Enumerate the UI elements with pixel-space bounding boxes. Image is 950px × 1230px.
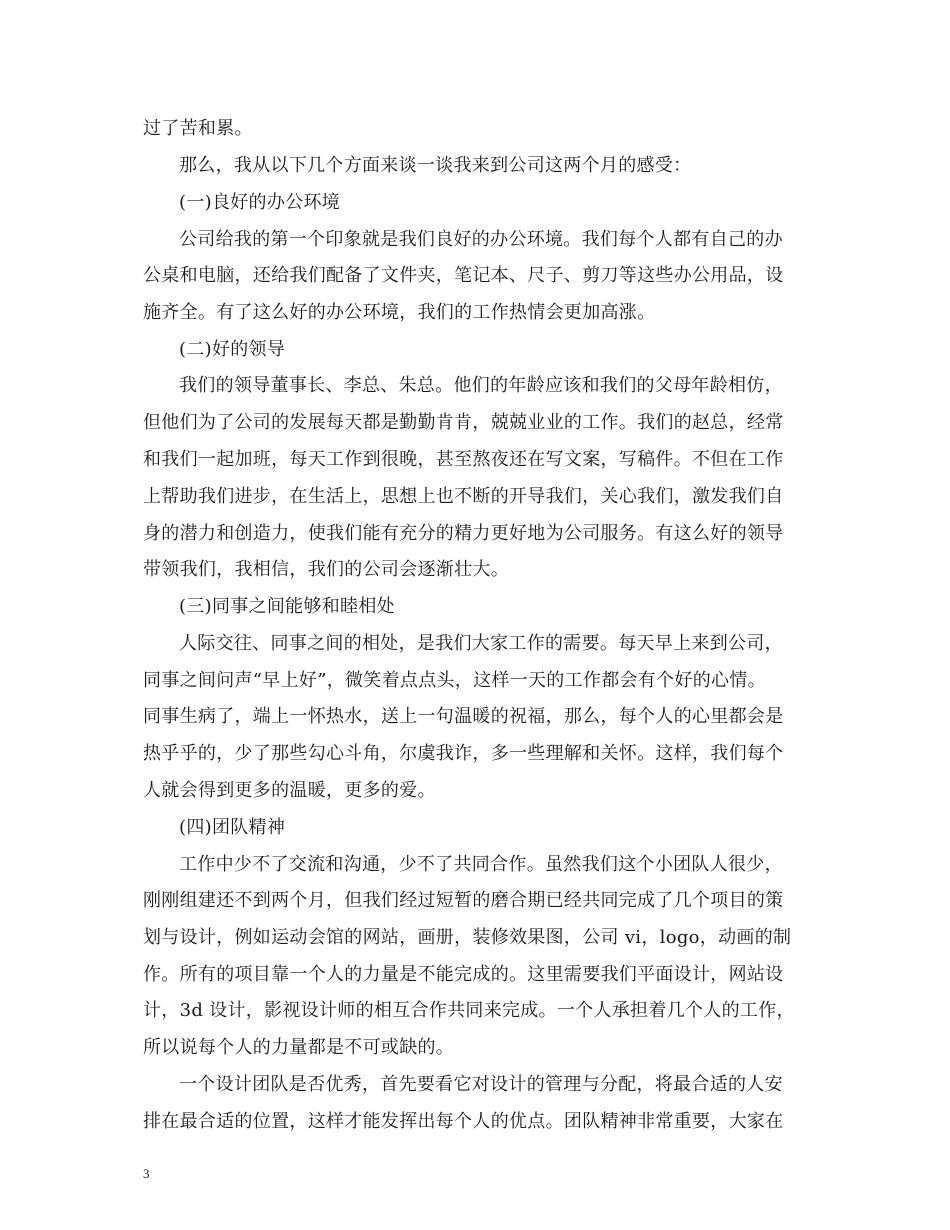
text-line: 作。所有的项目靠一个人的力量是不能完成的。这里需要我们平面设计，网站设 xyxy=(143,964,784,985)
text-line: 刚刚组建还不到两个月，但我们经过短暂的磨合期已经共同完成了几个项目的策 xyxy=(143,890,784,911)
text-line: 一个设计团队是否优秀，首先要看它对设计的管理与分配，将最合适的人安 xyxy=(179,1074,783,1095)
text-line: 上帮助我们进步，在生活上，思想上也不断的开导我们，关心我们，激发我们自 xyxy=(143,486,784,507)
text-line: 身的潜力和创造力，使我们能有充分的精力更好地为公司服务。有这么好的领导 xyxy=(143,523,784,544)
text-line: 和我们一起加班，每天工作到很晚，甚至熬夜还在写文案，写稿件。不但在工作 xyxy=(143,449,784,470)
text-line: 公司给我的第一个印象就是我们良好的办公环境。我们每个人都有自己的办 xyxy=(179,229,783,250)
text-line: 人就会得到更多的温暖，更多的爱。 xyxy=(143,780,436,801)
section-heading: (三)同事之间能够和睦相处 xyxy=(179,596,395,617)
text-line: 人际交往、同事之间的相处，是我们大家工作的需要。每天早上来到公司， xyxy=(179,633,783,654)
text-line: 所以说每个人的力量都是不可或缺的。 xyxy=(143,1037,455,1058)
text-line: 施齐全。有了这么好的办公环境，我们的工作热情会更加高涨。 xyxy=(143,302,656,323)
text-line: 带领我们，我相信，我们的公司会逐渐壮大。 xyxy=(143,559,509,580)
section-heading: (一)良好的办公环境 xyxy=(179,192,341,213)
text-line: 但他们为了公司的发展每天都是勤勤肯肯，兢兢业业的工作。我们的赵总，经常 xyxy=(143,412,784,433)
text-line: 热乎乎的，少了那些勾心斗角，尔虞我诈，多一些理解和关怀。这样，我们每个 xyxy=(143,743,784,764)
text-line: 我们的领导董事长、李总、朱总。他们的年龄应该和我们的父母年龄相仿， xyxy=(179,375,783,396)
section-heading: (四)团队精神 xyxy=(179,817,286,838)
text-line: 同事生病了，端上一怀热水，送上一句温暖的祝福，那么，每个人的心里都会是 xyxy=(143,706,784,727)
text-line: 过了苦和累。 xyxy=(143,118,253,139)
text-line: 工作中少不了交流和沟通，少不了共同合作。虽然我们这个小团队人很少， xyxy=(179,854,783,875)
text-line: 计，3d 设计，影视设计师的相互合作共同来完成。一个人承担着几个人的工作， xyxy=(143,1000,795,1021)
text-line: 公桌和电脑，还给我们配备了文件夹，笔记本、尺子、剪刀等这些办公用品，设 xyxy=(143,265,784,286)
text-line: 划与设计，例如运动会馆的网站，画册，装修效果图，公司 vi，logo，动画的制 xyxy=(143,927,792,948)
text-line: 排在最合适的位置，这样才能发挥出每个人的优点。团队精神非常重要，大家在 xyxy=(143,1111,784,1132)
text-line: 同事之间问声“早上好”，微笑着点点头，这样一天的工作都会有个好的心情。 xyxy=(143,670,766,691)
text-line: 那么，我从以下几个方面来谈一谈我来到公司这两个月的感受： xyxy=(179,155,692,176)
page-number: 3 xyxy=(143,1166,150,1181)
section-heading: (二)好的领导 xyxy=(179,339,286,360)
